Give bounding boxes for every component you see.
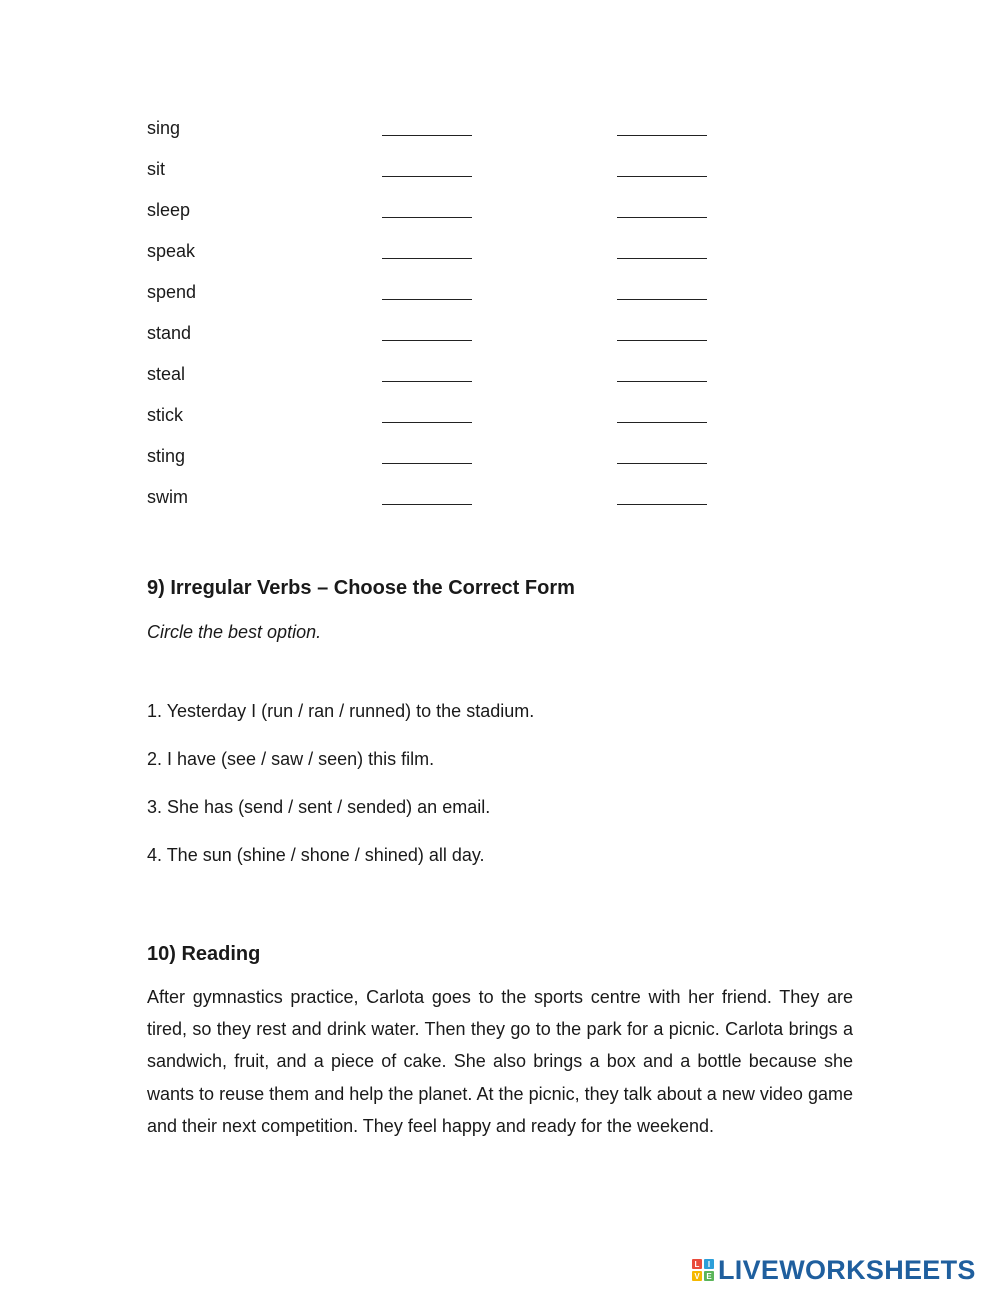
past-participle-blank[interactable]: [617, 340, 707, 341]
verb-row: [147, 280, 747, 321]
svg-text:L: L: [694, 1260, 700, 1269]
verb-row: [147, 321, 747, 362]
past-simple-blank[interactable]: [382, 176, 472, 177]
section-9-question-list: [147, 699, 847, 891]
verb-row: [147, 157, 747, 198]
past-simple-blank[interactable]: [382, 504, 472, 505]
past-participle-blank[interactable]: [617, 176, 707, 177]
verb-row: [147, 362, 747, 403]
verb-base-form: stick: [147, 405, 183, 425]
past-simple-blank[interactable]: [382, 422, 472, 423]
verb-table: [147, 116, 747, 526]
verb-row: [147, 239, 747, 280]
verb-base-form: sit: [147, 159, 165, 179]
verb-row: [147, 403, 747, 444]
verb-base-form: speak: [147, 241, 196, 261]
verb-base-form: sleep: [147, 200, 191, 220]
past-simple-blank[interactable]: [382, 217, 472, 218]
verb-base-form: swim: [147, 487, 188, 507]
past-simple-blank[interactable]: [382, 463, 472, 464]
verb-row: [147, 198, 747, 239]
reading-passage: After gymnastics practice, Carlota goes to the sports centre with her friend. They are tired, so they rest and drink water. Then they go to the park for a picnic. Carlota brings a sandwich, fruit, and a piece of cake. She also brings a box and a bottle because she wants to reuse them and help the planet. At the picnic, they talk about a new video game and their next competition. They feel happy and ready for the weekend.: [147, 987, 853, 1136]
verb-row: [147, 116, 747, 157]
section-10-heading: 10) Reading: [147, 943, 261, 965]
verb-base-form: stand: [147, 323, 192, 343]
past-participle-blank[interactable]: [617, 135, 707, 136]
question-item: 4. The sun (shine / shone / shined) all day.: [147, 845, 485, 865]
past-participle-blank[interactable]: [617, 463, 707, 464]
past-participle-blank[interactable]: [617, 381, 707, 382]
section-9-instruction: Circle the best option.: [147, 622, 322, 642]
liveworksheets-logo: [692, 1256, 976, 1284]
past-simple-blank[interactable]: [382, 381, 472, 382]
svg-text:E: E: [706, 1272, 712, 1281]
question-item: 3. She has (send / sent / sended) an email.: [147, 797, 491, 817]
past-simple-blank[interactable]: [382, 258, 472, 259]
section-9-heading: 9) Irregular Verbs – Choose the Correct Form: [147, 577, 575, 599]
verb-row: [147, 485, 747, 526]
question-item: 2. I have (see / saw / seen) this film.: [147, 749, 435, 769]
liveworksheets-mark-icon: [692, 1259, 714, 1281]
past-simple-blank[interactable]: [382, 299, 472, 300]
svg-text:I: I: [707, 1260, 711, 1269]
verb-base-form: steal: [147, 364, 186, 384]
verb-row: [147, 444, 747, 485]
past-participle-blank[interactable]: [617, 504, 707, 505]
verb-base-form: sing: [147, 118, 181, 138]
past-simple-blank[interactable]: [382, 340, 472, 341]
past-participle-blank[interactable]: [617, 217, 707, 218]
past-participle-blank[interactable]: [617, 422, 707, 423]
past-participle-blank[interactable]: [617, 258, 707, 259]
past-simple-blank[interactable]: [382, 135, 472, 136]
verb-base-form: spend: [147, 282, 197, 302]
verb-base-form: sting: [147, 446, 186, 466]
question-item: 1. Yesterday I (run / ran / runned) to the stadium.: [147, 701, 535, 721]
logo-text: LIVEWORKSHEETS: [718, 1255, 976, 1285]
svg-text:V: V: [694, 1272, 700, 1281]
past-participle-blank[interactable]: [617, 299, 707, 300]
